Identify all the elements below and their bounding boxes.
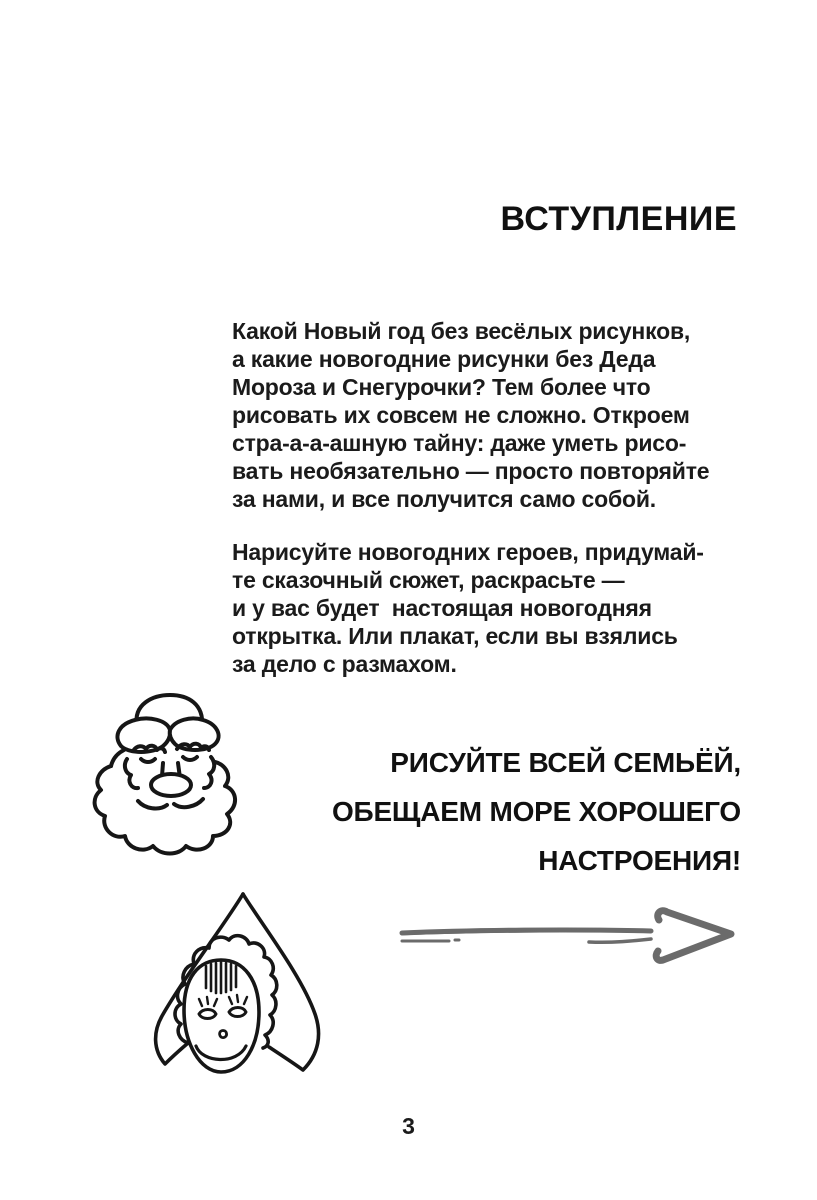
- text-line: за нами, и все получится само собой.: [232, 486, 656, 512]
- page-title: ВСТУПЛЕНИЕ: [500, 200, 737, 238]
- text-line: те сказочный сюжет, раскрасьте —: [232, 567, 625, 593]
- text-line: рисовать их совсем не сложно. Откроем: [232, 402, 690, 428]
- text-line: Мороза и Снегурочки? Тем более что: [232, 374, 651, 400]
- text-line: Какой Новый год без весёлых рисунков,: [232, 318, 691, 344]
- slogan-text: [332, 738, 741, 885]
- text-line: вать необязательно — просто повторяйте: [232, 458, 710, 484]
- text-line: Нарисуйте новогодних героев, придумай-: [232, 539, 704, 565]
- slogan-line: НАСТРОЕНИЯ!: [538, 845, 741, 876]
- text-line: открытка. Или плакат, если вы взялись: [232, 623, 678, 649]
- intro-text-block: [232, 317, 709, 678]
- text-line: и у вас будет настоящая новогодняя: [232, 595, 652, 621]
- text-line: стра-а-а-ашную тайну: даже уметь рисо-: [232, 430, 687, 456]
- arrow-right-drawing: [393, 900, 741, 968]
- page-number: 3: [402, 1113, 415, 1139]
- slogan-line: РИСУЙТЕ ВСЕЙ СЕМЬЁЙ,: [390, 747, 741, 778]
- intro-paragraph-1: [232, 317, 709, 513]
- snegurochka-drawing: [130, 880, 335, 1095]
- slogan-line: ОБЕЩАЕМ МОРЕ ХОРОШЕГО: [331, 796, 741, 827]
- text-line: а какие новогодние рисунки без Деда: [232, 346, 656, 372]
- ded-moroz-drawing: [83, 688, 255, 860]
- text-line: за дело с размахом.: [232, 651, 457, 677]
- intro-paragraph-2: [232, 538, 709, 678]
